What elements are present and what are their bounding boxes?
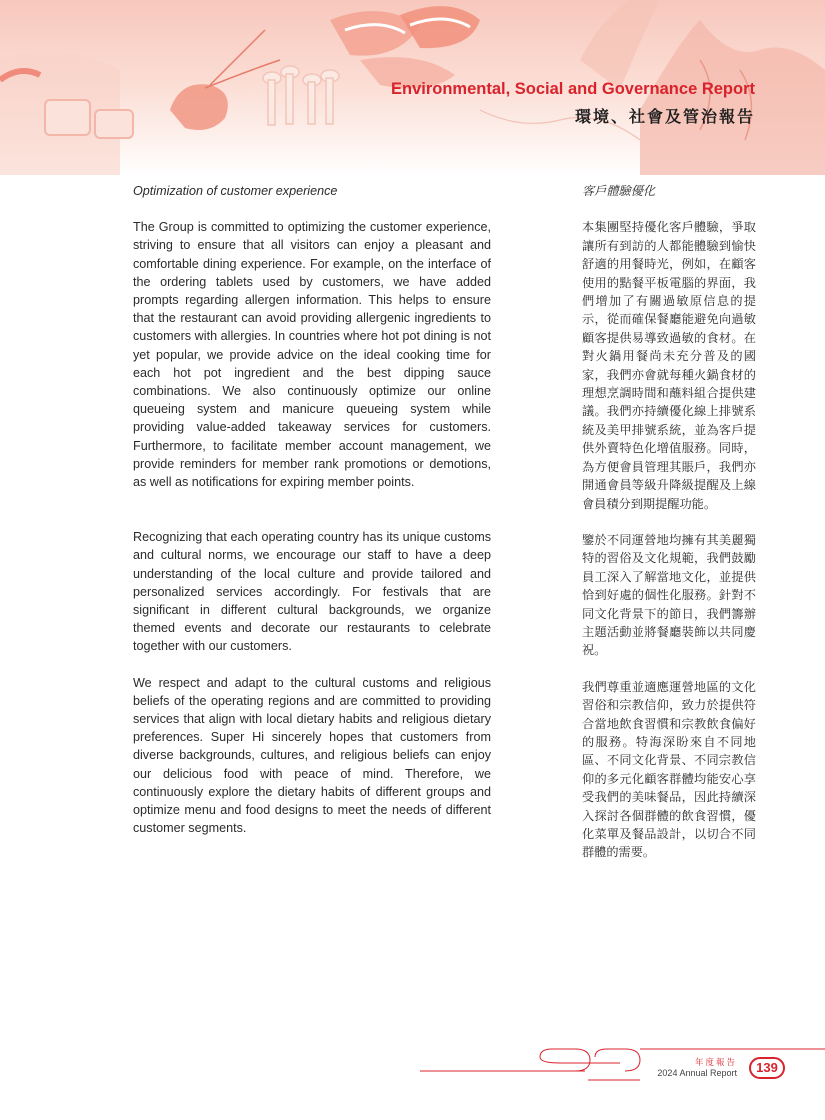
chinese-column: [582, 182, 756, 862]
paragraph-en-1: The Group is committed to optimizing the customer experience, striving to ensure that all visitors can enjoy a pleasant and comfortable dining experience. For example, on the interface of the ordering tablets used by customers, we have added prompts regarding allergen information. This helps to ensure that the restaurant can avoid providing allergenic ingredients to customers with allergies. In countries where hot pot dining is not yet popular, we provide advice on the ideal cooking time for each hot pot ingredient and the best dipping sauce combinations. We also continuously optimize our online queueing system and manicure queueing system while providing value-added takeaway services for customers. Furthermore, to facilitate member account management, we provide reminders for member rank promotions or demotions, as well as notifications for expiring member points.: [133, 220, 491, 490]
paragraph-zh-1: 本集團堅持優化客戶體驗，爭取讓所有到訪的人都能體驗到愉快舒適的用餐時光，例如，在顧客使用的點餐平板電腦的界面，我們增加了有關過敏原信息的提示，從而確保餐廳能避免向過敏顧客提供易導致過敏的食材。在對火鍋用餐尚未充分普及的國家，我們亦會就每種火鍋食材的理想烹調時間和蘸料組合提供建議。我們亦持續優化線上排號系統及美甲排號系統，並為客戶提供外賣特色化增值服務。同時，為方便會員管理其賬戶，我們亦開通會員等級升降級提醒及上線會員積分到期提醒功能。: [582, 220, 756, 511]
footer-report-en: 2024 Annual Report: [657, 1068, 737, 1078]
report-title-en: Environmental, Social and Governance Report: [390, 80, 755, 98]
english-column: [133, 182, 491, 838]
header-banner: [0, 0, 825, 175]
footer-report-zh: 年度報告: [694, 1058, 737, 1068]
paragraph-en-3: We respect and adapt to the cultural customs and religious beliefs of the operating regions and are committed to providing services that align with local dietary habits and religious dietary preferences. Super Hi sincerely hopes that customers from diverse backgrounds, cultures, and religious beliefs can enjoy our delicious food with peace of mind. Therefore, we continuously explore the dietary habits of different groups and optimize menu and food designs to meet the needs of different customer segments.: [133, 675, 491, 836]
paragraph-en-2: Recognizing that each operating country has its unique customs and cultural norms, we encourage our staff to have a deep understanding of the local culture and provide tailored and personalized services accordingly. For festivals that are significant in different cultural backgrounds, we organize themed events and decorate our restaurants to celebrate together with our customers.: [133, 530, 491, 654]
section-heading-en: Optimization of customer experience: [133, 184, 338, 198]
paragraph-zh-2: 鑒於不同運營地均擁有其美麗獨特的習俗及文化規範，我們鼓勵員工深入了解當地文化，並提供恰到好處的個性化服務。針對不同文化背景下的節日，我們籌辦主題活動並將餐廳裝飾以共同慶祝。: [582, 532, 756, 658]
page-number: 139: [749, 1057, 785, 1079]
section-heading-zh: 客戶體驗優化: [582, 184, 656, 198]
paragraph-zh-3: 我們尊重並適應運營地區的文化習俗和宗教信仰，致力於提供符合當地飲食習慣和宗教飲食偏好的服務。特海深盼來自不同地區、不同文化背景、不同宗教信仰的多元化顧客群體均能安心享受我們的美味餐品，因此持續深入探討各個群體的飲食習慣，優化菜單及餐品設計，以切合不同群體的需要。: [582, 679, 756, 860]
report-title-zh: 環境、社會及管治報告: [574, 107, 755, 126]
